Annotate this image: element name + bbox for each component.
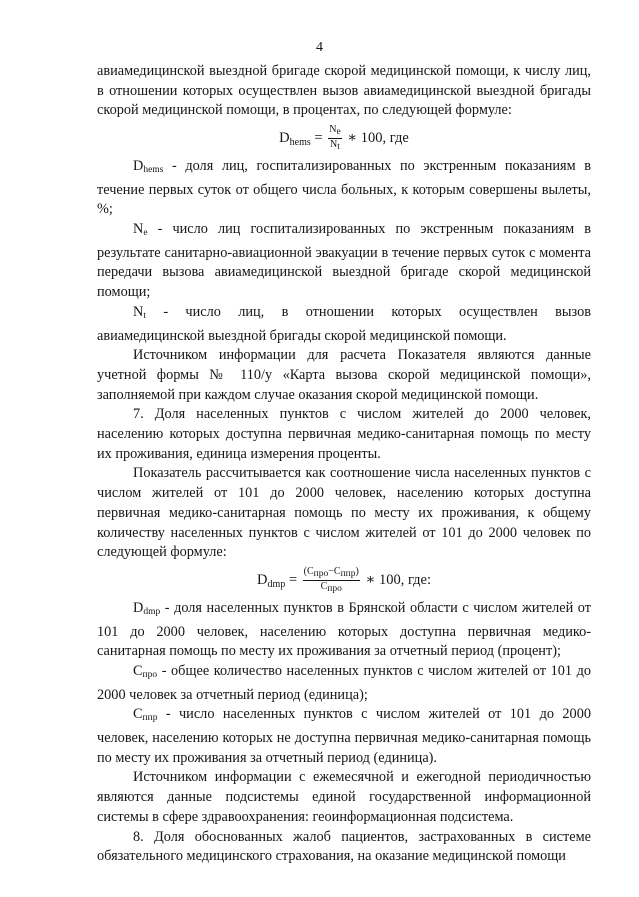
symbol-main: N xyxy=(133,303,144,320)
definition-symbol xyxy=(133,663,157,679)
numerator-open: (C xyxy=(303,566,314,577)
definition-text: - число населенных пунктов с числом жителей от 101 до 2000 человек, населению которых не доступна первичная медико-санитарная помощь по месту их проживания за отчетный период (единица). xyxy=(97,706,591,766)
denominator-symbol: N xyxy=(329,139,338,151)
paragraph-intro: авиамедицинской выездной бригаде скорой медицинской помощи, к числу лиц, в отношении которых осуществлен вызов авиамедицинской выездной бригады скорой медицинской помощи, в процентах, по следующей формуле: xyxy=(97,63,591,119)
symbol-main: N xyxy=(133,221,144,238)
definition-dhems xyxy=(97,157,591,220)
formula-dhems xyxy=(97,124,591,154)
numerator-close: ) xyxy=(355,566,359,577)
numerator-sub-1: про xyxy=(313,569,329,579)
symbol-sub: про xyxy=(142,669,158,680)
page-number: 4 xyxy=(316,40,323,55)
formula-tail: ∗ 100, где xyxy=(343,129,409,146)
formula-tail: ∗ 100, где: xyxy=(361,571,432,588)
formula-lhs-sub: dmp xyxy=(267,578,286,590)
definition-nt xyxy=(97,303,591,346)
symbol-main: D xyxy=(133,157,144,174)
definition-symbol xyxy=(133,304,146,320)
definition-text: - доля лиц, госпитализированных по экстренным показаниям в течение первых суток от общего числа больных, к которым совершены вылеты, %; xyxy=(97,157,591,218)
symbol-main: D xyxy=(133,599,144,616)
formula-lhs: D xyxy=(279,129,290,146)
definition-cpro xyxy=(97,662,591,705)
paragraph-item-8: 8. Доля обоснованных жалоб пациентов, застрахованных в системе обязательного медицинского страхования, на оказание медицинской помощи xyxy=(97,828,591,865)
definition-symbol xyxy=(133,158,163,174)
definition-ddmp xyxy=(97,599,591,662)
paragraph-item-7: 7. Доля населенных пунктов с числом жителей до 2000 человек, населению которых доступна первичная медико-санитарная помощь по месту их проживания, единица измерения проценты. xyxy=(97,406,591,462)
numerator-sub: e xyxy=(336,127,341,138)
formula-denominator xyxy=(328,139,341,153)
denominator-sub: про xyxy=(327,584,342,594)
symbol-sub: dmp xyxy=(143,606,161,617)
symbol-main: C xyxy=(133,706,143,723)
symbol-sub: e xyxy=(143,228,148,239)
paragraph-source-1: Источником информации для расчета Показателя являются данные учетной формы № 110/у «Карта вызова скорой медицинской помощи», заполняемой при каждом случае оказания скорой медицинской помощи. xyxy=(97,347,591,403)
denominator-sub: t xyxy=(337,142,340,153)
formula-fraction xyxy=(303,566,360,595)
definition-text: - число лиц госпитализированных по экстренным показаниям в результате санитарно-авиационной эвакуации в течение первых суток с момента передачи вызова авиамедицинской выездной бригаде скорой медицинской помощи; xyxy=(97,221,591,301)
formula-ddmp xyxy=(97,566,591,596)
formula-equals: = xyxy=(310,129,327,146)
symbol-main: C xyxy=(133,662,143,679)
formula-denominator xyxy=(303,581,360,595)
paragraph-source-2: Источником информации с ежемесячной и ежегодной периодичностью являются данные подсистемы единой государственной информационной системы в сфере здравоохранения: геоинформационная подсистема. xyxy=(97,769,591,825)
formula-equals: = xyxy=(285,571,301,588)
definition-cppr xyxy=(97,705,591,768)
formula-lhs-sub: hems xyxy=(289,136,311,148)
formula-fraction xyxy=(328,124,341,153)
definition-symbol xyxy=(133,221,148,237)
formula-numerator xyxy=(303,566,360,581)
definition-ne xyxy=(97,220,591,303)
numerator-minus: −C xyxy=(328,566,341,577)
paragraph-calculation-7: Показатель рассчитывается как соотношение числа населенных пунктов с числом жителей от 101 до 2000 человек, населению которых доступна первичная медико-санитарная помощь по месту их проживания, к общему количеству населенных пунктов с числом жителей от 101 до 2000 человек по следующей формуле: xyxy=(97,465,591,561)
formula-numerator xyxy=(328,124,341,139)
symbol-sub: hems xyxy=(143,164,164,175)
formula-lhs: D xyxy=(256,571,268,588)
definition-symbol xyxy=(133,600,160,616)
numerator-sub-2: ппр xyxy=(340,569,356,579)
numerator-symbol: N xyxy=(329,124,337,136)
definition-text: - число лиц, в отношении которых осуществлен вызов авиамедицинской выездной бригады скорой медицинской помощи. xyxy=(97,303,591,344)
definition-symbol xyxy=(133,706,157,722)
symbol-sub: t xyxy=(143,310,146,321)
document-body xyxy=(97,62,591,867)
denominator-symbol: C xyxy=(320,581,328,592)
symbol-sub: ппр xyxy=(142,713,158,724)
definition-text: - доля населенных пунктов в Брянской области с числом жителей от 101 до 2000 человек, населению которых доступна первичная медико-санитарная помощь по месту их проживания за отчетный период (процент); xyxy=(97,599,591,660)
definition-text: - общее количество населенных пунктов с числом жителей от 101 до 2000 человек за отчетный период (единица); xyxy=(97,662,591,703)
